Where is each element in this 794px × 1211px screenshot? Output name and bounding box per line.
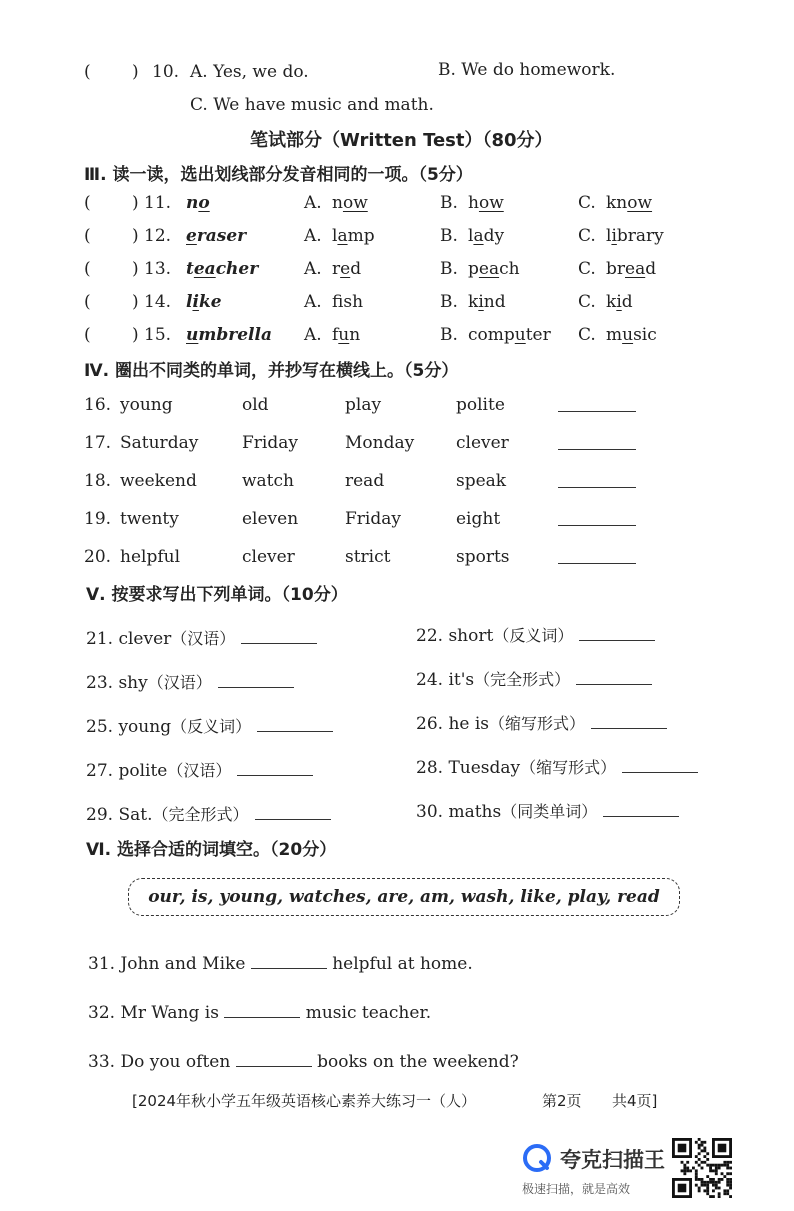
keyword-text-post: mbrella bbox=[198, 325, 272, 345]
question-number: ) 12. bbox=[132, 226, 172, 246]
sentence-pre: Mr Wang is bbox=[120, 1003, 225, 1023]
item-hint: （缩写形式） bbox=[520, 758, 617, 777]
scanner-brand: 夸克扫描王 bbox=[560, 1148, 665, 1172]
option-a-word bbox=[332, 292, 363, 312]
sentence-post: music teacher. bbox=[300, 1003, 432, 1023]
question-number: 28. bbox=[416, 758, 449, 778]
question-number: 23. bbox=[86, 673, 119, 693]
option-a-text-underlined: u bbox=[338, 325, 350, 345]
option-c-label: C. bbox=[578, 193, 596, 213]
option-b-text-pre: k bbox=[468, 292, 479, 312]
item-hint: （反义词） bbox=[171, 717, 252, 736]
option-a-text bbox=[332, 325, 360, 345]
keyword bbox=[186, 226, 246, 246]
option-c-text-post: brary bbox=[616, 226, 664, 246]
section-5-title: Ⅴ. 按要求写出下列单词。（10分） bbox=[86, 585, 348, 605]
option-a-word bbox=[332, 226, 375, 246]
option-c-text-pre: kn bbox=[606, 193, 628, 213]
option-a-text bbox=[332, 226, 375, 246]
q10-option-a: A. Yes, we do. bbox=[190, 62, 309, 82]
answer-line[interactable] bbox=[558, 411, 636, 412]
answer-paren: ( bbox=[84, 226, 91, 246]
word-w1: weekend bbox=[120, 471, 197, 491]
q10-option-b: B. We do homework. bbox=[438, 60, 616, 80]
question-number: 21. bbox=[86, 629, 119, 649]
word-w3: play bbox=[345, 395, 382, 415]
option-b-text-pre: l bbox=[468, 226, 474, 246]
keyword-text bbox=[186, 259, 258, 279]
option-b-text bbox=[468, 226, 504, 246]
word-w4: polite bbox=[456, 395, 505, 415]
item-hint: （完全形式） bbox=[474, 670, 571, 689]
question-number: ) 14. bbox=[132, 292, 172, 312]
word-w4: clever bbox=[456, 433, 509, 453]
option-c-text-underlined: i bbox=[616, 292, 622, 312]
item-word: he is bbox=[448, 714, 490, 734]
option-c-text-underlined: i bbox=[611, 226, 617, 246]
answer-line[interactable] bbox=[218, 686, 294, 688]
option-b-text-underlined: ea bbox=[478, 259, 500, 279]
word-w1: young bbox=[120, 395, 173, 415]
question-number: 19. bbox=[84, 509, 112, 529]
option-c-label: C. bbox=[578, 292, 596, 312]
option-a-word bbox=[332, 259, 361, 279]
answer-paren: ( bbox=[84, 292, 91, 312]
option-b-text-pre: h bbox=[468, 193, 479, 213]
option-c-text-pre: br bbox=[606, 259, 626, 279]
option-a-text-post: d bbox=[350, 259, 362, 279]
answer-line[interactable] bbox=[236, 1065, 312, 1067]
q10-paren-close: ) bbox=[132, 62, 139, 82]
keyword bbox=[186, 292, 222, 312]
question-number: 16. bbox=[84, 395, 112, 415]
option-c-word bbox=[606, 292, 633, 312]
option-a-text-post: n bbox=[349, 325, 361, 345]
fill-item bbox=[416, 711, 667, 734]
option-a-text-underlined: e bbox=[340, 259, 351, 279]
question-number: 17. bbox=[84, 433, 112, 453]
option-b-label: B. bbox=[440, 325, 458, 345]
written-test-title: 笔试部分（Written Test）（80分） bbox=[250, 130, 553, 151]
option-b-text-underlined: ow bbox=[478, 193, 504, 213]
option-c-label: C. bbox=[578, 226, 596, 246]
option-a-label: A. bbox=[304, 193, 322, 213]
question-number: 29. bbox=[86, 805, 119, 825]
word-w1: helpful bbox=[120, 547, 181, 567]
keyword-text bbox=[186, 292, 222, 312]
option-b-text bbox=[468, 193, 504, 213]
option-a-text-post: sh bbox=[343, 292, 364, 312]
fill-item bbox=[416, 667, 652, 690]
option-b-label: B. bbox=[440, 292, 458, 312]
q10-option-c: C. We have music and math. bbox=[190, 95, 434, 115]
option-a-text-post: mp bbox=[347, 226, 375, 246]
question-number: 25. bbox=[86, 717, 119, 737]
word-bank-text: our, is, young, watches, are, am, wash, like, play, read bbox=[148, 887, 660, 907]
option-b-text-pre: p bbox=[468, 259, 479, 279]
item-word: shy bbox=[118, 673, 148, 693]
item-hint: （同类单词） bbox=[501, 802, 598, 821]
fill-item bbox=[416, 755, 698, 778]
keyword-text-underlined: ea bbox=[193, 259, 216, 279]
answer-paren: ( bbox=[84, 259, 91, 279]
word-w3: strict bbox=[345, 547, 391, 567]
option-b-label: B. bbox=[440, 259, 458, 279]
option-b-text-post: ter bbox=[525, 325, 551, 345]
answer-line[interactable] bbox=[257, 730, 333, 732]
question-number: 22. bbox=[416, 626, 449, 646]
scanner-slogan: 极速扫描，就是高效 bbox=[522, 1182, 631, 1196]
answer-line[interactable] bbox=[579, 639, 655, 641]
option-c-word bbox=[606, 193, 652, 213]
keyword-text-post: cher bbox=[215, 259, 259, 279]
answer-line[interactable] bbox=[224, 1016, 300, 1018]
option-a-text-pre: n bbox=[332, 193, 343, 213]
sentence-pre: Do you often bbox=[120, 1052, 236, 1072]
word-w2: eleven bbox=[242, 509, 299, 529]
sentence-post: books on the weekend? bbox=[311, 1052, 519, 1072]
answer-paren: ( bbox=[84, 325, 91, 345]
option-c-word bbox=[606, 226, 664, 246]
answer-line[interactable] bbox=[558, 487, 636, 488]
answer-line[interactable] bbox=[558, 563, 636, 564]
item-word: it's bbox=[448, 670, 475, 690]
question-number: 24. bbox=[416, 670, 449, 690]
option-b-text-post: nd bbox=[483, 292, 506, 312]
option-c-text bbox=[606, 325, 657, 345]
item-word: clever bbox=[118, 629, 172, 649]
option-a-text bbox=[332, 193, 368, 213]
option-c-text bbox=[606, 193, 652, 213]
question-number: ) 13. bbox=[132, 259, 172, 279]
answer-line[interactable] bbox=[558, 525, 636, 526]
fill-item bbox=[416, 799, 679, 822]
option-a-text-pre: f bbox=[332, 292, 344, 312]
option-c-word bbox=[606, 325, 657, 345]
keyword-text-pre: t bbox=[186, 259, 194, 279]
sentence-item bbox=[88, 1052, 519, 1072]
item-hint: （缩写形式） bbox=[489, 714, 586, 733]
option-a-label: A. bbox=[304, 226, 322, 246]
option-a-label: A. bbox=[304, 292, 322, 312]
option-c-label: C. bbox=[578, 325, 596, 345]
answer-line[interactable] bbox=[255, 818, 331, 820]
item-word: short bbox=[448, 626, 494, 646]
footer-text: [2024年秋小学五年级英语核心素养大练习一（人） bbox=[132, 1092, 477, 1110]
question-number: 26. bbox=[416, 714, 449, 734]
item-hint: （汉语） bbox=[171, 629, 236, 648]
fill-item bbox=[86, 670, 294, 693]
option-c-text-post: d bbox=[645, 259, 657, 279]
option-b-label: B. bbox=[440, 193, 458, 213]
option-c-text-post: sic bbox=[633, 325, 657, 345]
fill-item bbox=[86, 714, 333, 737]
item-hint: （汉语） bbox=[167, 761, 232, 780]
sentence-item bbox=[88, 954, 473, 974]
answer-line[interactable] bbox=[241, 642, 317, 644]
question-number: 33. bbox=[88, 1052, 121, 1072]
option-b-text-post: dy bbox=[483, 226, 505, 246]
sentence-pre: John and Mike bbox=[120, 954, 251, 974]
answer-line[interactable] bbox=[576, 683, 652, 685]
section-3-title: Ⅲ. 读一读，选出划线部分发音相同的一项。（5分） bbox=[84, 165, 473, 185]
option-c-text-pre: k bbox=[606, 292, 617, 312]
keyword bbox=[186, 259, 258, 279]
option-a-text bbox=[332, 259, 361, 279]
option-b-word bbox=[468, 325, 551, 345]
word-w3: read bbox=[345, 471, 385, 491]
keyword-text-post: ke bbox=[198, 292, 222, 312]
q10-paren: ( bbox=[84, 62, 91, 82]
option-c-text-pre: l bbox=[606, 226, 612, 246]
option-c-text bbox=[606, 259, 656, 279]
fill-item bbox=[86, 626, 317, 649]
word-w1: Saturday bbox=[120, 433, 199, 453]
keyword bbox=[186, 325, 272, 345]
option-b-word bbox=[468, 226, 504, 246]
option-c-label: C. bbox=[578, 259, 596, 279]
keyword-text bbox=[186, 193, 210, 213]
item-hint: （汉语） bbox=[147, 673, 212, 692]
option-b-word bbox=[468, 193, 504, 213]
option-a-label: A. bbox=[304, 259, 322, 279]
word-bank-box bbox=[128, 878, 680, 916]
answer-line[interactable] bbox=[603, 815, 679, 817]
question-number: 31. bbox=[88, 954, 121, 974]
item-word: Tuesday bbox=[448, 758, 521, 778]
footer-total: 共4页] bbox=[612, 1092, 658, 1110]
option-a-text-pre: f bbox=[332, 325, 339, 345]
option-a-text bbox=[332, 292, 363, 312]
keyword-text-pre: l bbox=[186, 292, 193, 312]
option-a-text-pre: l bbox=[332, 226, 338, 246]
option-b-text-underlined: a bbox=[473, 226, 484, 246]
option-b-word bbox=[468, 292, 506, 312]
fill-item bbox=[86, 758, 313, 781]
keyword-text bbox=[186, 226, 246, 246]
option-b-text bbox=[468, 259, 520, 279]
keyword-text-pre: n bbox=[186, 193, 199, 213]
question-number: ) 15. bbox=[132, 325, 172, 345]
keyword-text-underlined: o bbox=[198, 193, 210, 213]
item-word: maths bbox=[448, 802, 502, 822]
option-a-word bbox=[332, 193, 368, 213]
keyword bbox=[186, 193, 210, 213]
word-w2: clever bbox=[242, 547, 295, 567]
option-a-label: A. bbox=[304, 325, 322, 345]
word-w3: Monday bbox=[345, 433, 415, 453]
option-a-text-pre: r bbox=[332, 259, 341, 279]
option-b-text bbox=[468, 292, 506, 312]
word-w2: watch bbox=[242, 471, 294, 491]
word-w2: Friday bbox=[242, 433, 298, 453]
item-hint: （反义词） bbox=[493, 626, 574, 645]
item-hint: （完全形式） bbox=[152, 805, 249, 824]
sentence-item bbox=[88, 1003, 431, 1023]
item-word: Sat. bbox=[118, 805, 153, 825]
question-number: ) 11. bbox=[132, 193, 172, 213]
option-a-text-underlined: a bbox=[337, 226, 348, 246]
question-number: 32. bbox=[88, 1003, 121, 1023]
scanner-logo-icon bbox=[522, 1143, 552, 1173]
fill-item bbox=[86, 802, 331, 825]
answer-line[interactable] bbox=[251, 967, 327, 969]
question-number: 27. bbox=[86, 761, 119, 781]
option-b-label: B. bbox=[440, 226, 458, 246]
option-b-text-underlined: u bbox=[514, 325, 526, 345]
answer-paren: ( bbox=[84, 193, 91, 213]
answer-line[interactable] bbox=[591, 727, 667, 729]
section-4-title: Ⅳ. 圈出不同类的单词，并抄写在横线上。（5分） bbox=[84, 361, 459, 381]
footer-page: 第2页 bbox=[542, 1092, 582, 1110]
word-w4: eight bbox=[456, 509, 501, 529]
option-c-text bbox=[606, 292, 633, 312]
answer-line[interactable] bbox=[237, 774, 313, 776]
qr-code-icon[interactable] bbox=[672, 1138, 732, 1198]
option-c-text-underlined: ow bbox=[627, 193, 653, 213]
sentence-post: helpful at home. bbox=[326, 954, 473, 974]
option-c-text-post: d bbox=[621, 292, 633, 312]
option-c-text-pre: m bbox=[606, 325, 623, 345]
section-6-title: Ⅵ. 选择合适的词填空。（20分） bbox=[86, 840, 337, 860]
item-word: polite bbox=[118, 761, 168, 781]
word-w4: sports bbox=[456, 547, 510, 567]
option-a-word bbox=[332, 325, 360, 345]
keyword-text-underlined: u bbox=[186, 325, 199, 345]
option-b-text bbox=[468, 325, 551, 345]
keyword-text-underlined: i bbox=[192, 292, 199, 312]
keyword-text bbox=[186, 325, 272, 345]
word-w2: old bbox=[242, 395, 269, 415]
question-number: 18. bbox=[84, 471, 112, 491]
option-b-text-underlined: i bbox=[478, 292, 484, 312]
q10-number: 10. bbox=[152, 62, 180, 82]
option-c-text-underlined: u bbox=[622, 325, 634, 345]
fill-item bbox=[416, 623, 655, 646]
answer-line[interactable] bbox=[558, 449, 636, 450]
option-b-word bbox=[468, 259, 520, 279]
option-b-text-post: ch bbox=[499, 259, 520, 279]
word-w4: speak bbox=[456, 471, 507, 491]
keyword-text-underlined: e bbox=[186, 226, 197, 246]
question-number: 20. bbox=[84, 547, 112, 567]
question-number: 30. bbox=[416, 802, 449, 822]
keyword-text-post: raser bbox=[196, 226, 247, 246]
option-a-text-underlined: ow bbox=[342, 193, 368, 213]
option-b-text-pre: comp bbox=[468, 325, 515, 345]
item-word: young bbox=[118, 717, 172, 737]
option-c-text-underlined: ea bbox=[625, 259, 646, 279]
word-w3: Friday bbox=[345, 509, 401, 529]
option-c-word bbox=[606, 259, 656, 279]
answer-line[interactable] bbox=[622, 771, 698, 773]
option-c-text bbox=[606, 226, 664, 246]
word-w1: twenty bbox=[120, 509, 179, 529]
